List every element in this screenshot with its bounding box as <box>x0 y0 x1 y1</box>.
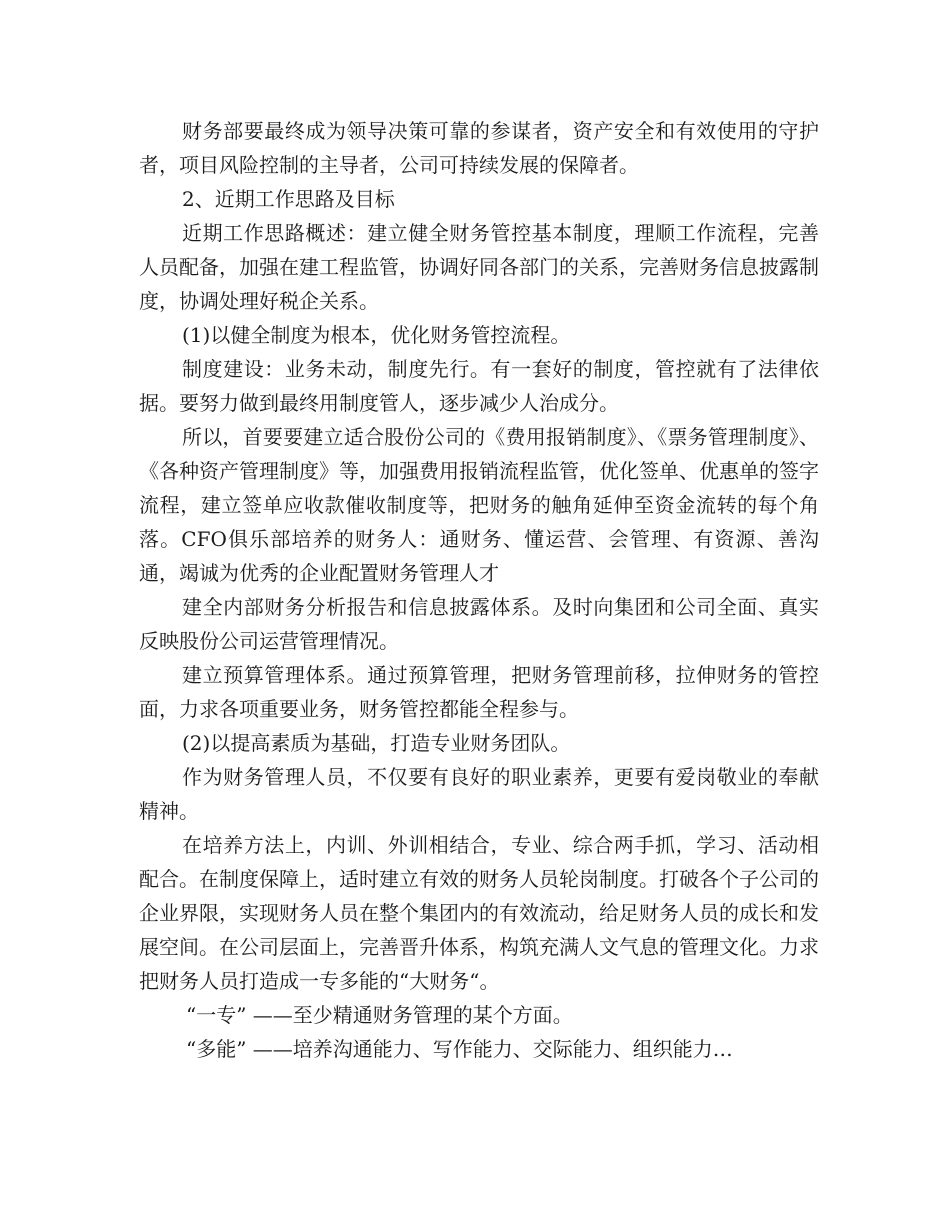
paragraph: 所以，首要要建立适合股份公司的《费用报销制度》、《票务管理制度》、《各种资产管理制度》等，加强费用报销流程监管，优化签单、优惠单的签字流程，建立签单应收款催收制度等，把财务的触角延伸至资金流转的每个角落。CFO俱乐部培养的财务人：通财务、懂运营、会管理、有资源、善沟通，竭诚为优秀的企业配置财务管理人才 <box>139 425 819 585</box>
paragraph: 建立预算管理体系。通过预算管理，把财务管理前移，拉伸财务的管控面，力求各项重要业务，财务管控都能全程参与。 <box>139 663 819 721</box>
paragraph: 制度建设：业务未动，制度先行。有一套好的制度，管控就有了法律依据。要努力做到最终用制度管人，逐步减少人治成分。 <box>139 357 819 415</box>
paragraph: 财务部要最终成为领导决策可靠的参谋者，资产安全和有效使用的守护者，项目风险控制的主导者，公司可持续发展的保障者。 <box>139 119 819 177</box>
paragraph: 在培养方法上，内训、外训相结合，专业、综合两手抓，学习、活动相配合。在制度保障上，适时建立有效的财务人员轮岗制度。打破各个子公司的企业界限，实现财务人员在整个集团内的有效流动，给足财务人员的成长和发展空间。在公司层面上，完善晋升体系，构筑充满人文气息的管理文化。力求把财务人员打造成一专多能的“大财务“。 <box>139 833 819 993</box>
paragraph: “多能” ——培养沟通能力、写作能力、交际能力、组织能力… <box>186 1037 733 1061</box>
subsection-heading: (1)以健全制度为根本，优化财务管控流程。 <box>182 323 571 347</box>
subsection-heading: (2)以提高素质为基础，打造专业财务团队。 <box>182 731 571 755</box>
paragraph: 作为财务管理人员，不仅要有良好的职业素养，更要有爱岗敬业的奉献精神。 <box>139 765 819 823</box>
paragraph: “一专” ——至少精通财务管理的某个方面。 <box>186 1003 573 1027</box>
section-heading: 2、近期工作思路及目标 <box>182 187 395 211</box>
document-body <box>139 114 819 1066</box>
paragraph: 建全内部财务分析报告和信息披露体系。及时向集团和公司全面、真实反映股份公司运营管理情况。 <box>139 595 819 653</box>
paragraph: 近期工作思路概述：建立健全财务管控基本制度，理顺工作流程，完善人员配备，加强在建工程监管，协调好同各部门的关系，完善财务信息披露制度，协调处理好税企关系。 <box>139 221 819 313</box>
